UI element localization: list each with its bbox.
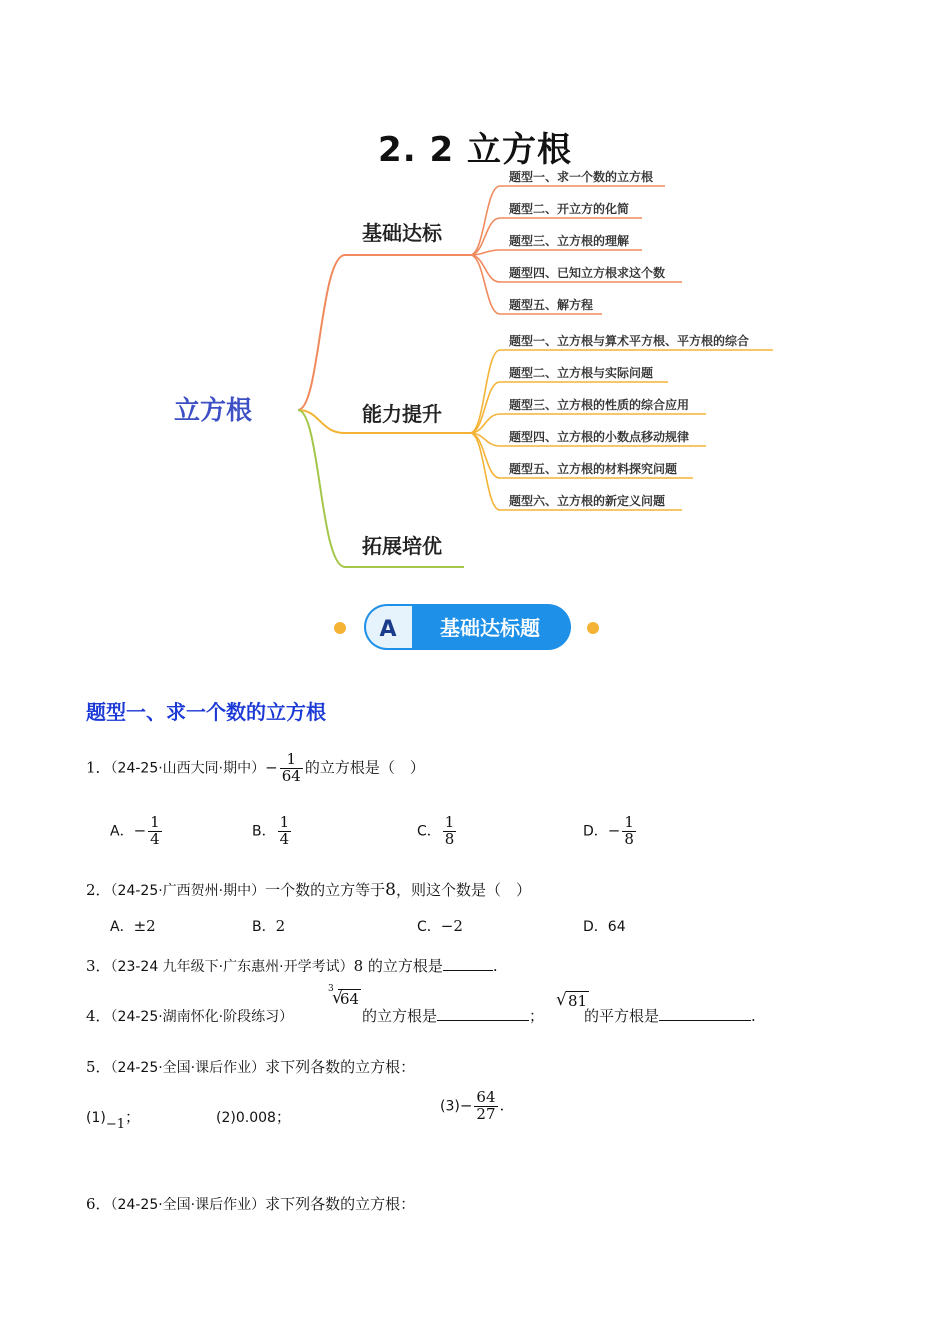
option-a[interactable]: A．− $\frac{1}{4}$: [110, 813, 160, 848]
question-2: 2．（24-25·广西贺州·期中）一个数的立方等于8，则这个数是（ ）: [86, 880, 531, 900]
question-1: [86, 752, 425, 785]
mindmap-branch-advanced: 能力提升: [362, 402, 442, 426]
mindmap-leaf: 题型五、立方根的材料探究问题: [509, 462, 678, 476]
question-source: （24-25·山西大同·期中）: [110, 760, 266, 777]
mindmap-leaf: 题型一、求一个数的立方根: [509, 170, 654, 184]
option-c[interactable]: C．−2: [417, 917, 463, 935]
mindmap-leaf: 题型四、立方根的小数点移动规律: [509, 430, 690, 444]
mindmap-leaf: 题型二、开立方的化简: [509, 202, 630, 216]
question-text: 的立方根是（ ）: [304, 758, 425, 777]
connector-root-branch1: [298, 255, 470, 410]
question-4-part1: 的立方根是 ；: [362, 1007, 545, 1025]
question-4: 4．（24-25·湖南怀化·阶段练习）: [86, 1007, 294, 1025]
question-5-part1: (1)−1；: [86, 1108, 141, 1132]
page-title: 2. 2 立方根: [378, 130, 572, 170]
mind-map: [0, 160, 950, 580]
banner-letter: A: [379, 617, 397, 642]
question-6: 6．（24-25·全国·课后作业）求下列各数的立方根：: [86, 1195, 416, 1213]
sqrt-81: √ 81: [556, 990, 588, 1010]
option-c[interactable]: C． $\frac{1}{8}$: [417, 813, 455, 848]
fraction: $\frac{1}{64}$: [281, 750, 301, 785]
mindmap-leaf: 题型四、已知立方根求这个数: [509, 266, 666, 280]
banner-dot-right: [587, 622, 599, 634]
question-5-part3: (3)− $\frac{64}{27}$ .: [440, 1088, 505, 1123]
mindmap-branch-basic: 基础达标: [362, 221, 442, 245]
mindmap-leaf: 题型一、立方根与算术平方根、平方根的综合: [509, 334, 750, 348]
question-3: 3．（23-24 九年级下·广东惠州·开学考试）8 的立方根是 .: [86, 957, 498, 975]
option-b[interactable]: B． $\frac{1}{4}$: [252, 813, 290, 848]
section-banner: [0, 598, 950, 658]
question-number: 1．: [86, 758, 111, 777]
question-5-part2: (2)0.008；: [216, 1108, 291, 1126]
mindmap-branch-extension: 拓展培优: [362, 534, 442, 558]
mindmap-leaf: 题型二、立方根与实际问题: [509, 366, 654, 380]
banner-label: 基础达标题: [440, 616, 540, 640]
neg-sign: −: [265, 758, 278, 777]
question-5: 5．（24-25·全国·课后作业）求下列各数的立方根：: [86, 1058, 416, 1076]
option-a[interactable]: A．±2: [110, 917, 156, 935]
answer-blank[interactable]: [437, 1006, 529, 1021]
mindmap-leaf: 题型五、解方程: [509, 298, 594, 312]
question-4-part2: 的平方根是 .: [584, 1007, 756, 1025]
mindmap-leaf: 题型六、立方根的新定义问题: [509, 494, 666, 508]
cube-root-64: 3 √ 64: [328, 984, 360, 1008]
option-d[interactable]: D．64: [583, 919, 626, 935]
option-d[interactable]: D．− $\frac{1}{8}$: [583, 813, 634, 848]
option-b[interactable]: B．2: [252, 917, 286, 935]
answer-blank[interactable]: [443, 956, 493, 971]
mindmap-root: 立方根: [174, 396, 253, 426]
banner-dot-left: [334, 622, 346, 634]
mindmap-leaf: 题型三、立方根的性质的综合应用: [509, 398, 690, 412]
answer-blank[interactable]: [659, 1006, 751, 1021]
section-title: 题型一、求一个数的立方根: [86, 700, 326, 724]
mindmap-leaf: 题型三、立方根的理解: [509, 234, 630, 248]
